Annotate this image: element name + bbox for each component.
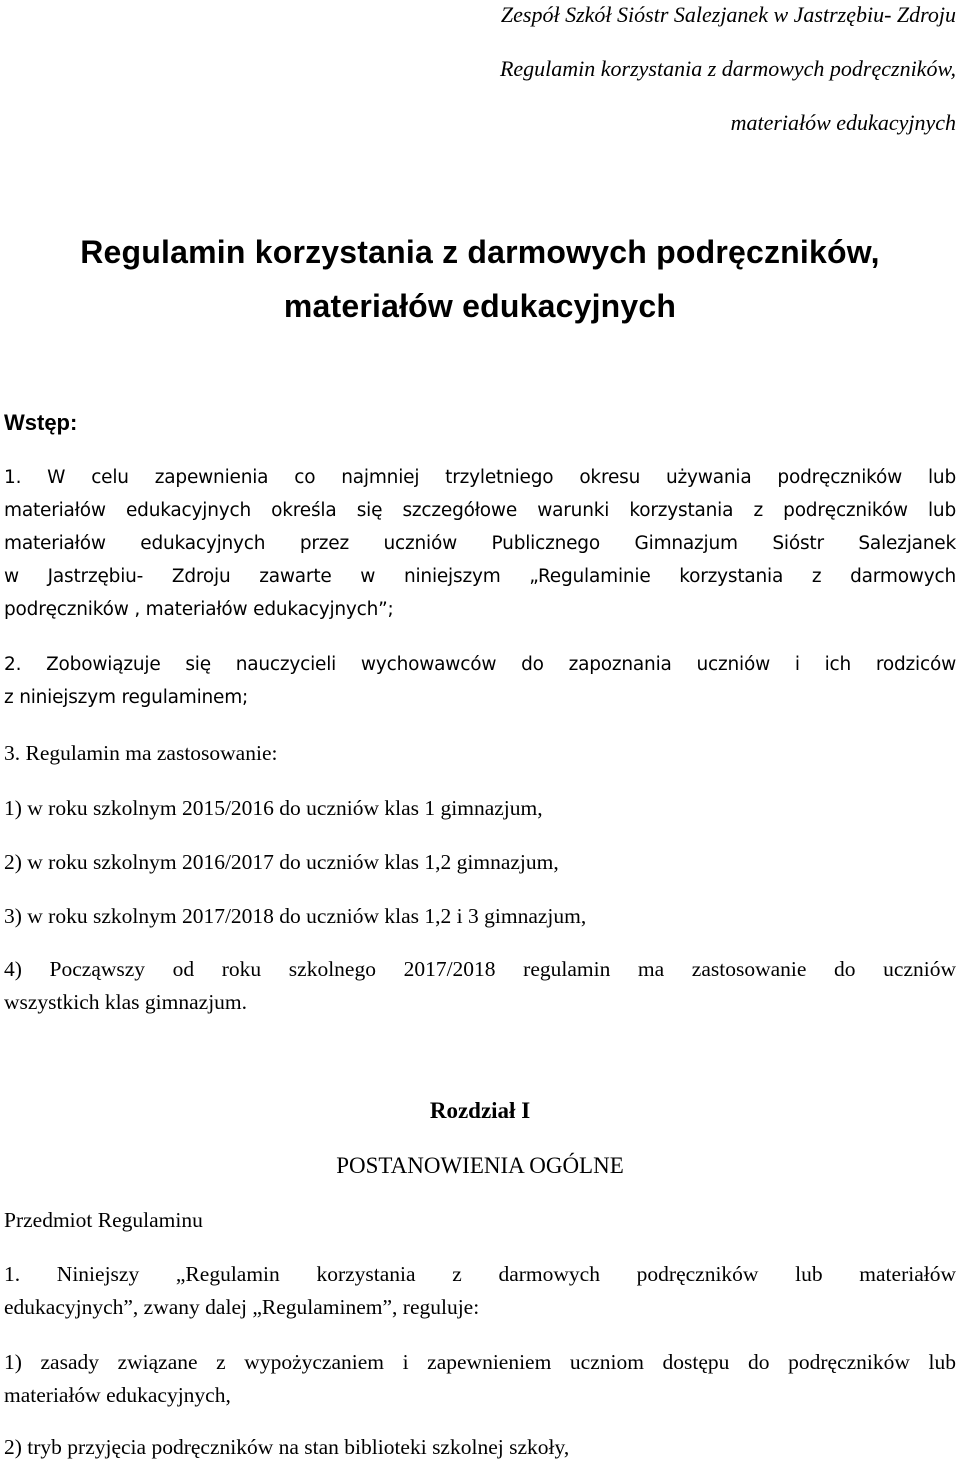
intro-item4-line: 4) Począwszy od roku szkolnego 2017/2018 regulamin ma zastosowanie do uczniów	[4, 957, 956, 981]
chapter-p1-line: edukacyjnych”, zwany dalej „Regulaminem”, reguluje:	[4, 1295, 480, 1319]
intro-p2-line: 2. Zobowiązuje się nauczycieli wychowawców do zapoznania uczniów i ich rodziców	[4, 654, 956, 675]
intro-list-item-1: 1) w roku szkolnym 2015/2016 do uczniów klas 1 gimnazjum,	[4, 796, 543, 820]
intro-list-item-2: 2) w roku szkolnym 2016/2017 do uczniów klas 1,2 gimnazjum,	[4, 850, 559, 874]
intro-paragraph-3: 3. Regulamin ma zastosowanie:	[4, 741, 278, 765]
intro-paragraph-2	[4, 648, 956, 714]
chapter-point-1	[4, 1346, 956, 1412]
chapter-point-2: 2) tryb przyjęcia podręczników na stan biblioteki szkolnej szkoły,	[4, 1435, 570, 1459]
chapter-title: Rozdział I	[429, 1098, 531, 1123]
section-heading: Przedmiot Regulaminu	[4, 1208, 203, 1232]
intro-p2-line: z niniejszym regulaminem;	[4, 687, 249, 708]
chapter-point1-line: materiałów edukacyjnych,	[4, 1383, 231, 1407]
intro-p1-line: materiałów edukacyjnych przez uczniów Publicznego Gimnazjum Sióstr Salezjanek	[4, 533, 956, 554]
header-doc-title-line2: materiałów edukacyjnych	[730, 110, 956, 135]
intro-heading: Wstęp:	[4, 410, 78, 435]
chapter-point1-line: 1) zasady związane z wypożyczaniem i zapewnieniem uczniom dostępu do podręczników lub	[4, 1350, 956, 1374]
intro-item4-line: wszystkich klas gimnazjum.	[4, 990, 248, 1014]
intro-list-item-4	[4, 953, 956, 1019]
header-doc-title-line1: Regulamin korzystania z darmowych podręczników,	[499, 56, 956, 81]
intro-p1-line: w Jastrzębiu- Zdroju zawarte w niniejszym „Regulaminie korzystania z darmowych	[4, 566, 956, 587]
intro-p1-line: 1. W celu zapewnienia co najmniej trzyletniego okresu używania podręczników lub	[4, 467, 956, 488]
chapter-p1-line: 1. Niniejszy „Regulamin korzystania z darmowych podręczników lub materiałów	[4, 1262, 956, 1286]
chapter-paragraph-1	[4, 1258, 956, 1324]
document-title-line2: materiałów edukacyjnych	[283, 288, 677, 324]
intro-p1-line: podręczników , materiałów edukacyjnych”;	[4, 599, 394, 620]
header-school-name: Zespół Szkół Sióstr Salezjanek w Jastrzębiu- Zdroju	[500, 2, 956, 27]
intro-list-item-3: 3) w roku szkolnym 2017/2018 do uczniów klas 1,2 i 3 gimnazjum,	[4, 904, 587, 928]
intro-p1-line: materiałów edukacyjnych określa się szczegółowe warunki korzystania z podręczników lub	[4, 500, 956, 521]
document-title-line1: Regulamin korzystania z darmowych podręczników,	[80, 234, 880, 270]
chapter-subtitle: POSTANOWIENIA OGÓLNE	[336, 1153, 624, 1178]
intro-paragraph-1	[4, 461, 956, 626]
